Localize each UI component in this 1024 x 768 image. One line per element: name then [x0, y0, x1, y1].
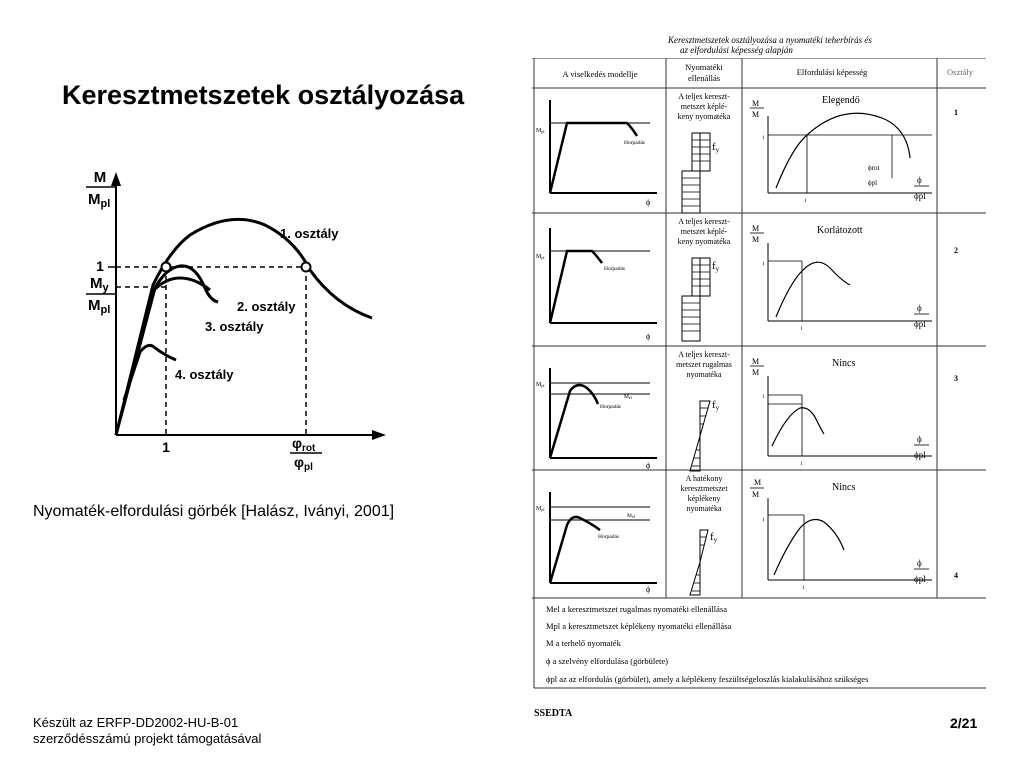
curve-class-4 — [124, 345, 176, 400]
svg-text:fy: fy — [712, 141, 720, 154]
row3-desc-2: metszet rugalmas — [676, 360, 732, 369]
row-class-3 — [536, 350, 958, 471]
svg-text:M: M — [752, 368, 760, 377]
row1-rotation: Elegendő — [822, 95, 860, 106]
header-rotation: Elfordulási képesség — [796, 67, 868, 77]
tick-one-y: 1 — [96, 258, 104, 274]
svg-text:Mel: Mel — [627, 513, 635, 519]
label-class-3: 3. osztály — [205, 319, 264, 334]
row4-desc-2: keresztmetszet — [680, 484, 728, 493]
y-axis-arrow — [111, 172, 121, 186]
svg-text:Horpadás: Horpadás — [600, 404, 622, 410]
my-num: $M_y$ — [90, 275, 109, 294]
classification-table — [532, 58, 988, 694]
svg-text:1: 1 — [762, 135, 765, 141]
source-label: SSEDTA — [534, 708, 573, 719]
svg-text:1: 1 — [804, 198, 807, 204]
legend-phipl: ϕpl az az elfordulás (görbület), amely a képlékeny feszültségeloszlás kialakulásához szükséges — [546, 674, 869, 684]
row2-desc-3: keny nyomatéka — [677, 237, 731, 246]
svg-text:Mel: Mel — [624, 394, 632, 400]
scan-title: Keresztmetszetek osztályozása a nyomatéki teherbírás és az elfordulási képesség alapján — [668, 35, 872, 55]
svg-text:Mpl: Mpl — [536, 382, 545, 388]
row2-class: 2 — [954, 246, 958, 255]
slide-title: Keresztmetszetek osztályozása — [62, 80, 465, 110]
row4-class: 4 — [954, 571, 958, 580]
figure-caption: Nyomaték-elfordulási görbék [Halász, Iványi, 2001] — [33, 503, 395, 520]
svg-text:fy: fy — [712, 399, 720, 412]
svg-text:Mpl: Mpl — [536, 254, 545, 260]
header-resistance-2: ellenállás — [687, 73, 721, 83]
svg-text:ϕ: ϕ — [646, 461, 651, 470]
legend-phi: ϕ a szelvény elfordulása (görbülete) — [546, 656, 669, 666]
svg-text:ϕpl: ϕpl — [914, 319, 926, 329]
svg-text:1: 1 — [802, 585, 805, 591]
x-label-num: $\varphi_{rot}$ — [292, 435, 316, 454]
svg-text:Mpl: Mpl — [536, 506, 545, 512]
row2-desc-2: metszet képlé- — [680, 227, 728, 236]
svg-text:ϕ: ϕ — [917, 175, 922, 185]
row2-rotation: Korlátozott — [817, 225, 863, 236]
svg-text:ϕpl: ϕpl — [914, 574, 926, 584]
svg-text:1: 1 — [762, 517, 765, 523]
row3-desc-1: A teljes kereszt- — [678, 350, 730, 359]
legend-mpl: Mpl a keresztmetszet képlékeny nyomatéki ellenállása — [546, 621, 732, 631]
my-den: $M_{pl}$ — [88, 297, 111, 316]
svg-text:fy: fy — [710, 531, 718, 544]
footer-line-2: szerződésszámú projekt támogatásával — [33, 731, 262, 746]
svg-text:Horpadás: Horpadás — [624, 140, 646, 146]
footer-line-1: Készült az ERFP-DD2002-HU-B-01 — [33, 715, 239, 730]
label-class-4: 4. osztály — [175, 367, 234, 382]
row3-class: 3 — [954, 374, 958, 383]
svg-text:1: 1 — [800, 326, 803, 332]
x-label-den: $\varphi_{pl}$ — [294, 454, 313, 473]
x-axis-arrow — [372, 430, 386, 440]
svg-text:ϕ: ϕ — [917, 434, 922, 444]
marker-point-2 — [302, 263, 311, 272]
header-model: A viselkedés modellje — [562, 69, 638, 79]
row-class-4 — [536, 474, 958, 595]
svg-text:M: M — [752, 224, 760, 233]
footer-credit — [33, 715, 261, 747]
svg-text:ϕ: ϕ — [646, 332, 651, 341]
row1-class: 1 — [954, 108, 958, 117]
svg-text:M: M — [752, 357, 760, 366]
svg-text:M: M — [754, 478, 762, 487]
row1-desc-3: keny nyomatéka — [677, 112, 731, 121]
y-label-den: $M_{pl}$ — [88, 191, 111, 210]
y-label-num: M — [93, 169, 107, 186]
label-class-2: 2. osztály — [237, 299, 296, 314]
row4-desc-4: nyomatéka — [686, 504, 722, 513]
svg-text:Mpl: Mpl — [536, 128, 545, 134]
svg-text:Horpadás: Horpadás — [604, 266, 626, 272]
svg-text:1: 1 — [762, 261, 765, 267]
row4-rotation: Nincs — [832, 482, 856, 493]
page-number: 2/21 — [950, 715, 978, 731]
row4-desc-3: képlékeny — [687, 494, 721, 503]
tick-one-x: 1 — [162, 439, 170, 455]
svg-text:1: 1 — [800, 461, 803, 467]
svg-text:ϕ: ϕ — [917, 303, 922, 313]
svg-text:M: M — [752, 99, 760, 108]
svg-text:ϕpl: ϕpl — [914, 191, 926, 201]
marker-point-1 — [162, 263, 171, 272]
row4-desc-1: A hatékony — [685, 474, 723, 483]
row1-desc-1: A teljes kereszt- — [678, 92, 730, 101]
label-class-1: 1. osztály — [280, 226, 339, 241]
legend-m: M a terhelő nyomaték — [546, 638, 621, 648]
svg-text:fy: fy — [712, 260, 720, 273]
svg-text:ϕpl: ϕpl — [868, 179, 878, 187]
svg-text:1: 1 — [762, 394, 765, 400]
header-resistance-1: Nyomatéki — [685, 62, 723, 72]
row3-desc-3: nyomatéka — [686, 370, 722, 379]
legend-mel: Mel a keresztmetszet rugalmas nyomatéki ellenállása — [546, 604, 728, 614]
svg-text:ϕ: ϕ — [917, 558, 922, 568]
row1-desc-2: metszet képlé- — [680, 102, 728, 111]
svg-text:ϕrot: ϕrot — [868, 164, 880, 172]
svg-text:ϕ: ϕ — [646, 585, 651, 594]
moment-rotation-diagram — [70, 160, 400, 480]
row-class-1 — [536, 92, 958, 213]
header-class: Osztály — [947, 67, 973, 77]
svg-text:M: M — [752, 490, 760, 499]
svg-text:M: M — [752, 110, 760, 119]
row2-desc-1: A teljes kereszt- — [678, 217, 730, 226]
curve-class-2 — [116, 266, 218, 435]
svg-text:ϕ: ϕ — [646, 198, 651, 207]
row3-rotation: Nincs — [832, 358, 856, 369]
svg-text:Horpadás: Horpadás — [598, 534, 620, 540]
svg-text:ϕpl: ϕpl — [914, 450, 926, 460]
svg-text:M: M — [752, 235, 760, 244]
row-class-2 — [536, 217, 958, 341]
